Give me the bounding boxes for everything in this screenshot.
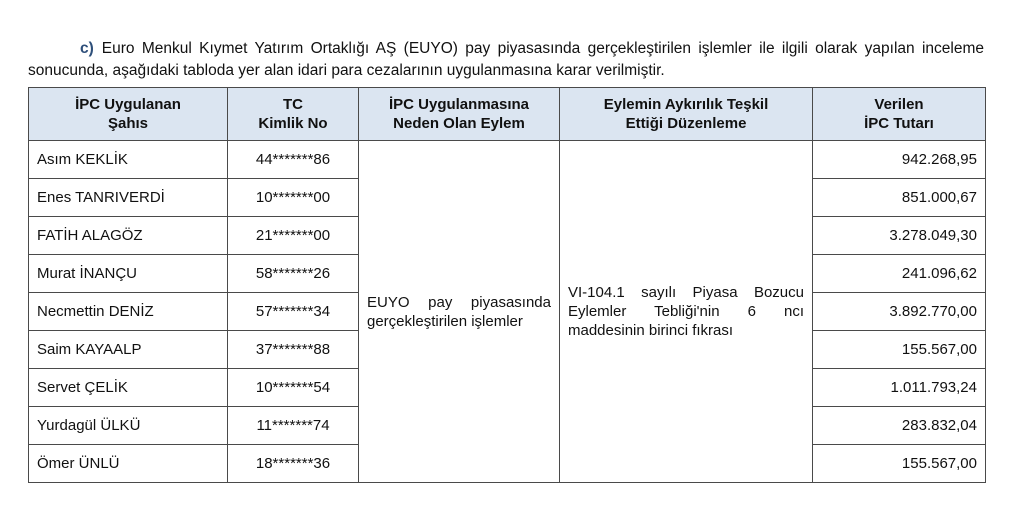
person-name: Yurdagül ÜLKÜ [29,407,228,445]
penalty-amount: 241.096,62 [813,255,986,293]
person-name: Saim KAYAALP [29,331,228,369]
header-action: İPC Uygulanmasına Neden Olan Eylem [359,88,560,141]
tc-number: 10*******54 [228,369,359,407]
table-header-row [29,88,986,141]
penalty-amount: 1.011.793,24 [813,369,986,407]
tc-number: 57*******34 [228,293,359,331]
tc-number: 44*******86 [228,141,359,179]
tc-number: 18*******36 [228,445,359,483]
penalty-amount: 3.278.049,30 [813,217,986,255]
tc-number: 58*******26 [228,255,359,293]
intro-text: Euro Menkul Kıymet Yatırım Ortaklığı AŞ (EUYO) pay piyasasında gerçekleştirilen işlemler ile ilgili olarak yapılan inceleme sonucunda, aşağıdaki tabloda yer alan idari para cezalarının uygulanmasına karar verilmiştir. [28,39,984,79]
tc-number: 21*******00 [228,217,359,255]
section-marker: c) [80,39,94,57]
header-tc: TC Kimlik No [228,88,359,141]
person-name: Enes TANRIVERDİ [29,179,228,217]
action-cell: EUYO pay piyasasında gerçekleştirilen işlemler [359,141,560,483]
penalty-amount: 3.892.770,00 [813,293,986,331]
person-name: Ömer ÜNLÜ [29,445,228,483]
penalty-amount: 283.832,04 [813,407,986,445]
header-regulation: Eylemin Aykırılık Teşkil Ettiği Düzenleme [560,88,813,141]
regulation-cell: VI-104.1 sayılı Piyasa Bozucu Eylemler Tebliği'nin 6 ncı maddesinin birinci fıkrası [560,141,813,483]
penalty-amount: 155.567,00 [813,445,986,483]
person-name: Asım KEKLİK [29,141,228,179]
person-name: Servet ÇELİK [29,369,228,407]
penalty-amount: 942.268,95 [813,141,986,179]
penalty-amount: 155.567,00 [813,331,986,369]
person-name: Necmettin DENİZ [29,293,228,331]
table-row [29,141,986,179]
penalty-table [28,87,986,483]
header-person: İPC Uygulanan Şahıs [29,88,228,141]
person-name: Murat İNANÇU [29,255,228,293]
tc-number: 11*******74 [228,407,359,445]
penalty-amount: 851.000,67 [813,179,986,217]
header-amount: Verilen İPC Tutarı [813,88,986,141]
person-name: FATİH ALAGÖZ [29,217,228,255]
tc-number: 10*******00 [228,179,359,217]
tc-number: 37*******88 [228,331,359,369]
intro-paragraph [28,38,984,82]
